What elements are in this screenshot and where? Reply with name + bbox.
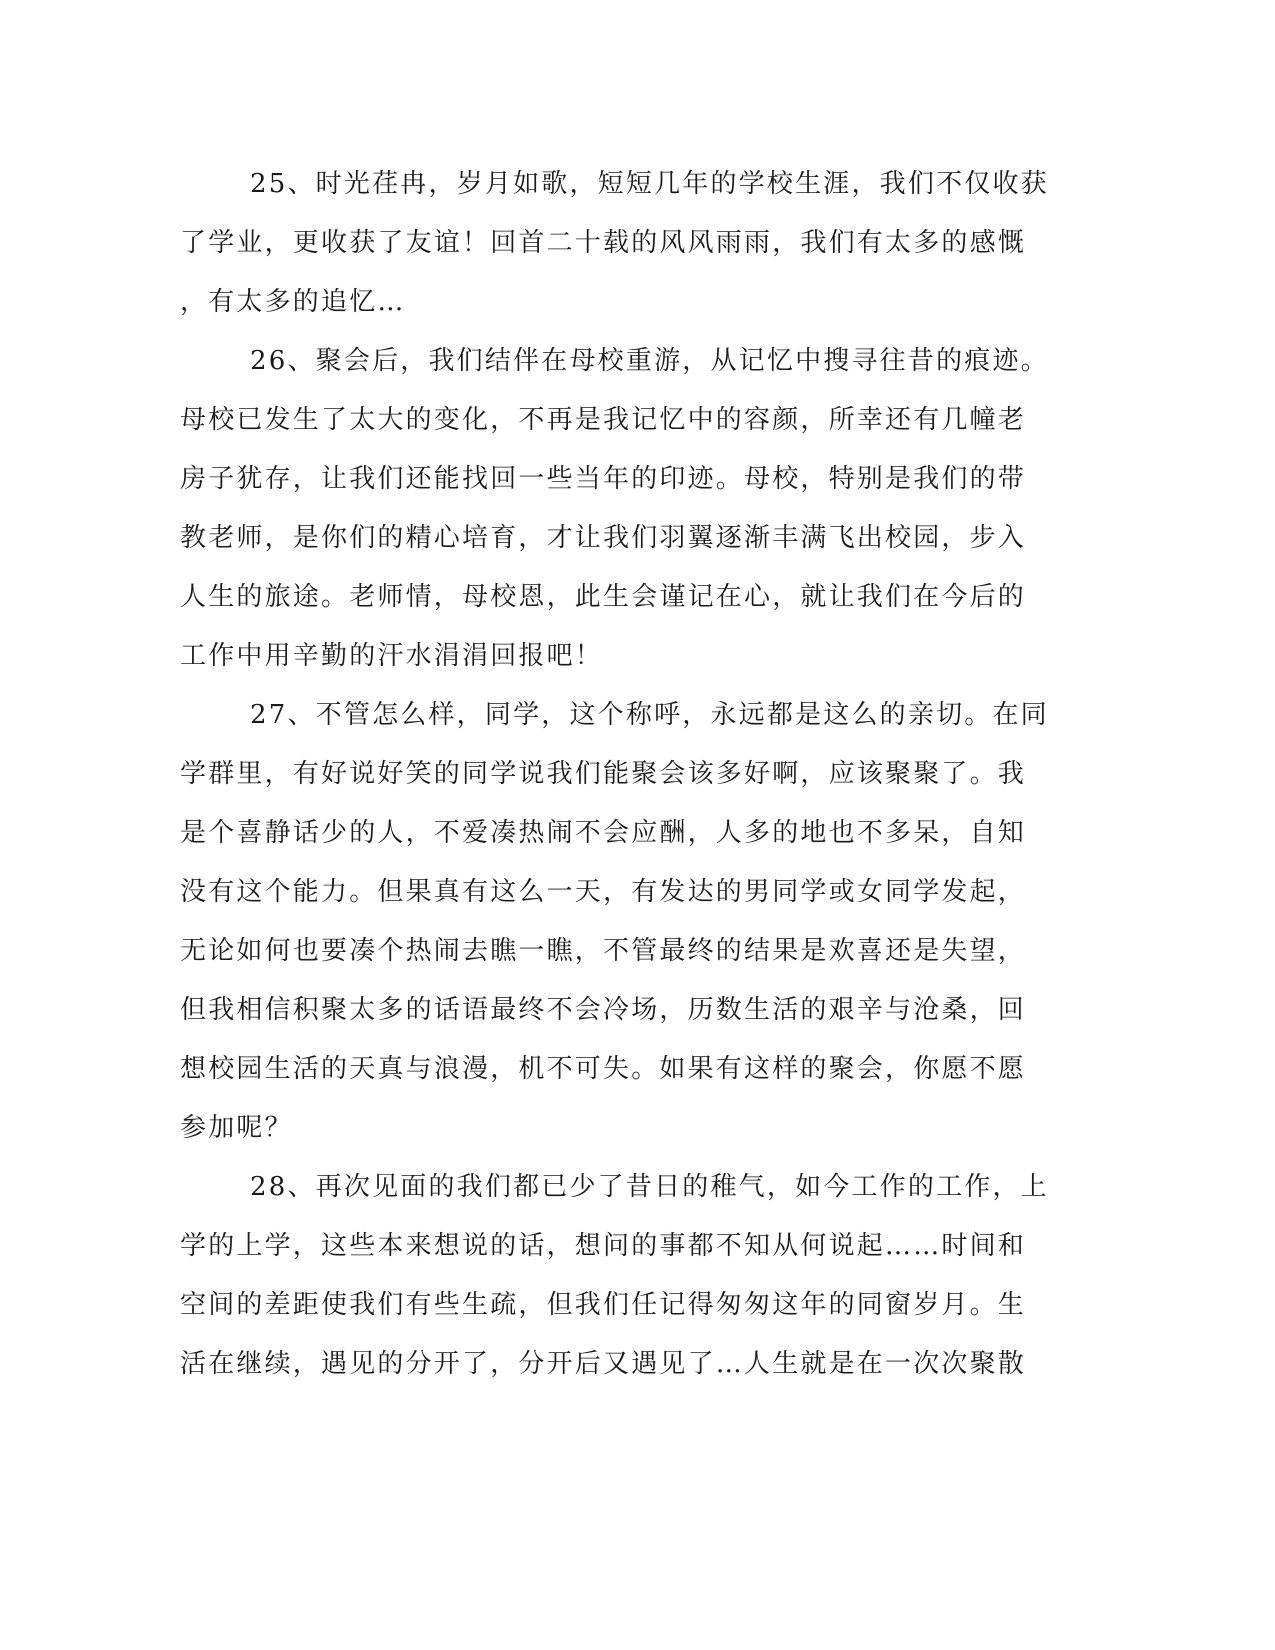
text-line: 参加呢？ [180, 1113, 293, 1143]
text-line: ，有太多的追忆… [180, 287, 406, 317]
paragraph-27 [180, 686, 1049, 1158]
paragraph-25 [180, 155, 1049, 332]
paragraph-26 [180, 332, 1049, 686]
text-line: 但我相信积聚太多的话语最终不会冷场，历数生活的艰辛与沧桑，回 [180, 995, 1027, 1025]
text-line: 了学业，更收获了友谊！回首二十载的风风雨雨，我们有太多的感慨 [180, 228, 1027, 258]
text-line: 学群里，有好说好笑的同学说我们能聚会该多好啊，应该聚聚了。我 [180, 759, 1027, 789]
text-line: 教老师，是你们的精心培育，才让我们羽翼逐渐丰满飞出校园，步入 [180, 523, 1027, 553]
text-line: 空间的差距使我们有些生疏，但我们任记得匆匆这年的同窗岁月。生 [180, 1290, 1027, 1320]
text-line: 25、时光荏冉，岁月如歌，短短几年的学校生涯，我们不仅收获 [250, 169, 1049, 199]
text-line: 学的上学，这些本来想说的话，想问的事都不知从何说起……时间和 [180, 1231, 1027, 1261]
text-line: 工作中用辛勤的汗水涓涓回报吧！ [180, 641, 604, 671]
text-line: 母校已发生了太大的变化，不再是我记忆中的容颜，所幸还有几幢老 [180, 405, 1027, 435]
text-line: 想校园生活的天真与浪漫，机不可失。如果有这样的聚会，你愿不愿 [180, 1054, 1027, 1084]
document-body [180, 155, 1049, 1394]
text-line: 没有这个能力。但果真有这么一天，有发达的男同学或女同学发起， [180, 877, 1027, 907]
text-line: 无论如何也要凑个热闹去瞧一瞧，不管最终的结果是欢喜还是失望， [180, 936, 1027, 966]
text-line: 27、不管怎么样，同学，这个称呼，永远都是这么的亲切。在同 [250, 700, 1049, 730]
text-line: 房子犹存，让我们还能找回一些当年的印迹。母校，特别是我们的带 [180, 464, 1027, 494]
text-line: 是个喜静话少的人，不爱凑热闹不会应酬，人多的地也不多呆，自知 [180, 818, 1027, 848]
text-line: 28、再次见面的我们都已少了昔日的稚气，如今工作的工作，上 [250, 1172, 1049, 1202]
text-line: 26、聚会后，我们结伴在母校重游，从记忆中搜寻往昔的痕迹。 [250, 346, 1049, 376]
text-line: 活在继续，遇见的分开了，分开后又遇见了…人生就是在一次次聚散 [180, 1349, 1027, 1379]
text-line: 人生的旅途。老师情，母校恩，此生会谨记在心，就让我们在今后的 [180, 582, 1027, 612]
paragraph-28 [180, 1158, 1049, 1394]
